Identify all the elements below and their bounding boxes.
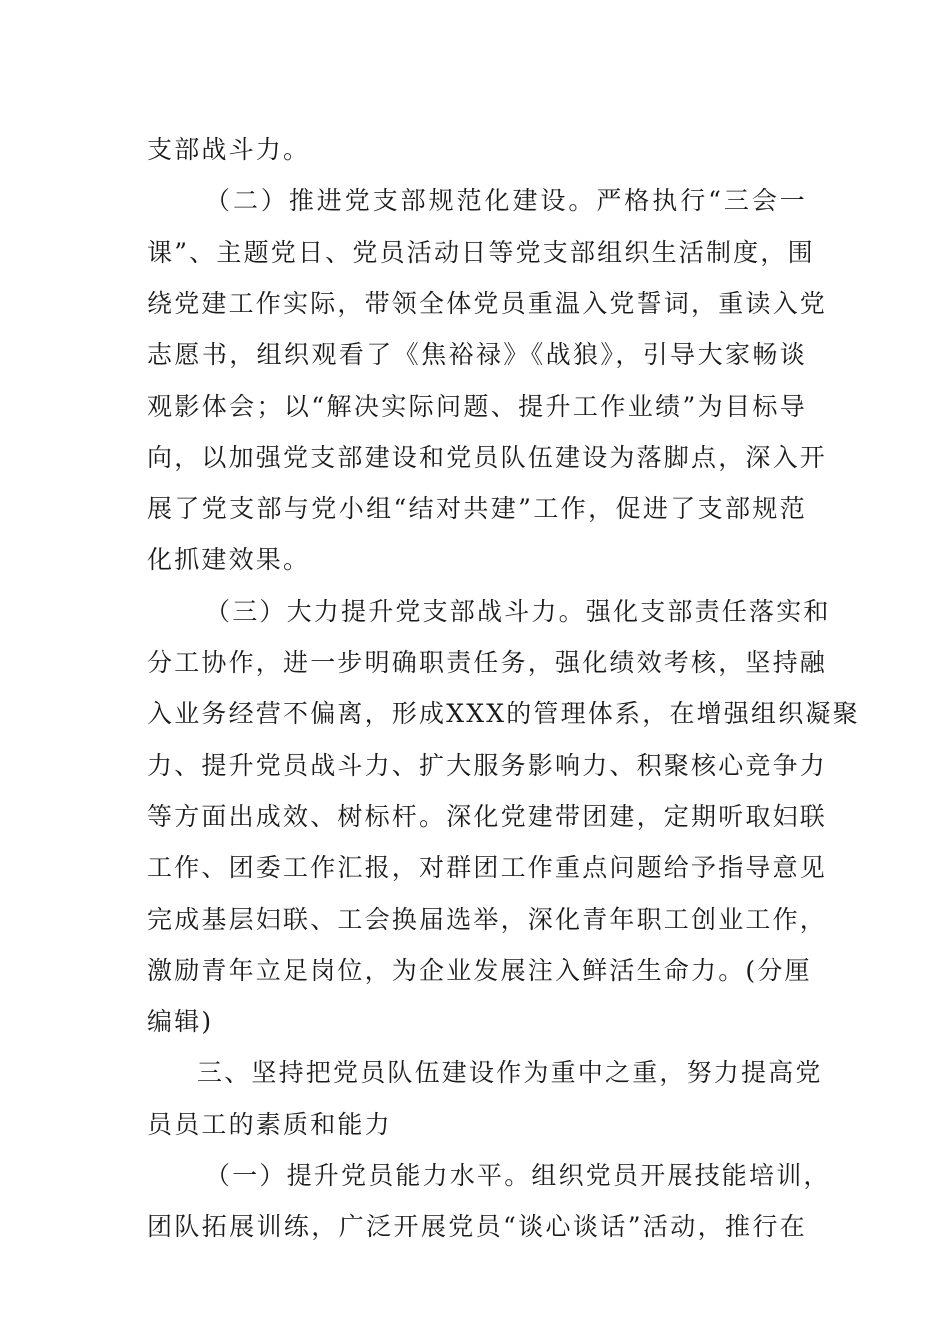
text-line: 三、坚持把党员队伍建设作为重中之重，努力提高党 xyxy=(197,1058,823,1088)
text-line: 课”、主题党日、党员活动日等党支部组织生活制度，围 xyxy=(147,237,815,267)
text-line: （二）推进党支部规范化建设。严格执行“三会一 xyxy=(205,186,807,216)
text-line: 完成基层妇联、工会换届选举，深化青年职工创业工作， xyxy=(147,904,828,934)
text-line: 绕党建工作实际，带领全体党员重温入党誓词，重读入党 xyxy=(147,288,828,318)
text-line: 观影体会；以“解决实际问题、提升工作业绩”为目标导 xyxy=(147,391,807,421)
text-line: 编辑) xyxy=(147,1007,214,1037)
text-line: 分工协作，进一步明确职责任务，强化绩效考核，坚持融 xyxy=(147,648,828,677)
text-line: 等方面出成效、树标杆。深化党建带团建，定期听取妇联 xyxy=(147,801,828,831)
text-line: 工作、团委工作汇报，对群团工作重点问题给予指导意见 xyxy=(147,853,828,883)
text-line: 团队拓展训练，广泛开展党员“谈心谈话”活动，推行在 xyxy=(147,1212,807,1242)
text-line: 力、提升党员战斗力、扩大服务影响力、积聚核心竞争力 xyxy=(147,750,828,780)
text-line: （一）提升党员能力水平。组织党员开展技能培训， xyxy=(205,1161,831,1190)
text-line: 入业务经营不偏离，形成XXX的管理体系，在增强组织凝聚 xyxy=(147,699,860,729)
text-line: 向，以加强党支部建设和党员队伍建设为落脚点，深入开 xyxy=(147,442,828,472)
text-line: 展了党支部与党小组“结对共建”工作，促进了支部规范 xyxy=(147,494,807,524)
text-line: 化抓建效果。 xyxy=(147,545,311,575)
text-line: 支部战斗力。 xyxy=(147,135,311,164)
text-line: 激励青年立足岗位，为企业发展注入鲜活生命力。(分厘 xyxy=(147,955,812,985)
text-line: （三）大力提升党支部战斗力。强化支部责任落实和 xyxy=(205,596,831,626)
text-line: 员员工的素质和能力 xyxy=(147,1109,392,1139)
text-line: 志愿书，组织观看了《焦裕禄》《战狼》，引导大家畅谈 xyxy=(147,340,807,370)
